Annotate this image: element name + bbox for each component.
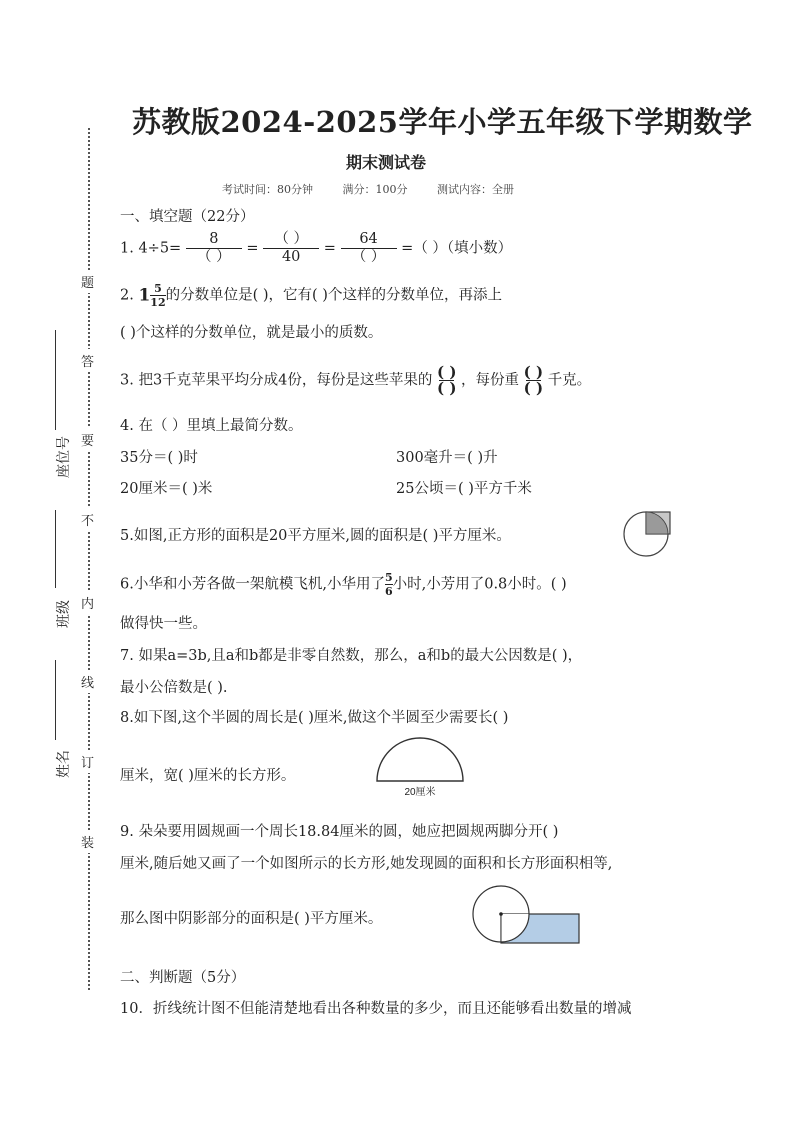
- question-4a: 35分＝( )时: [120, 450, 198, 466]
- question-4d: 25公顷＝( )平方千米: [396, 481, 532, 497]
- question-4: 4. 在（ ）里填上最简分数。: [120, 418, 303, 434]
- mixed-fraction: $\frac{5}{12}$: [150, 282, 166, 309]
- question-9: 9. 朵朵要用圆规画一个周长18.84厘米的圆，她应把圆规两脚分开( ): [120, 824, 559, 840]
- fraction: $\frac{64}{( )}$: [341, 232, 397, 265]
- question-2-cont: ( )个这样的分数单位，就是最小的质数。: [120, 325, 383, 341]
- blank-fraction[interactable]: $\frac{( )}{( )}$: [523, 363, 544, 397]
- page-subtitle: 期末测试卷: [346, 153, 427, 172]
- question-8-cont: 厘米，宽( )厘米的长方形。: [120, 768, 296, 784]
- blank-fraction[interactable]: $\frac{( )}{( )}$: [437, 363, 457, 397]
- fraction: $\frac{5}{6}$: [384, 571, 393, 598]
- circle-square-figure: [622, 508, 674, 558]
- question-7-cont: 最小公倍数是( ).: [120, 680, 228, 696]
- seat-number-field[interactable]: 座位号: [55, 330, 71, 480]
- circle-rectangle-figure: [470, 884, 584, 946]
- question-4b: 300毫升＝( )升: [396, 450, 498, 466]
- fraction: $\frac{8}{( )}$: [186, 232, 242, 265]
- margin-char: 要: [81, 428, 94, 451]
- exam-meta: [222, 181, 540, 197]
- full-score: 满分：100分: [342, 183, 408, 196]
- margin-char: 内: [81, 591, 94, 614]
- semicircle-shape: [377, 738, 463, 781]
- question-1: 1. 4÷5= $\frac{8}{( )}$ = $\frac{( )}{40}$ = $\frac{64}{( )}$ =（ ）（填小数）: [120, 231, 513, 266]
- question-9-cont2: 那么图中阴影部分的面积是( )平方厘米。: [120, 911, 383, 927]
- margin-char: 题: [81, 270, 94, 293]
- semicircle-label: 20厘米: [404, 787, 436, 798]
- question-8: 8.如下图,这个半圆的周长是( )厘米,做这个半圆至少需要长( ): [120, 710, 509, 726]
- margin-char: 装: [81, 830, 94, 853]
- margin-char: 答: [81, 349, 94, 372]
- question-6-cont: 做得快一些。: [120, 616, 207, 632]
- center-point: [499, 912, 503, 916]
- name-field[interactable]: 姓名: [55, 660, 71, 780]
- binding-dotted-line: [88, 128, 90, 990]
- section-heading: 一、填空题（22分）: [120, 209, 255, 225]
- question-4c: 20厘米＝( )米: [120, 481, 213, 497]
- question-10: 10．折线统计图不但能清楚地看出各种数量的多少，而且还能够看出数量的增减: [120, 1001, 632, 1017]
- question-6: 6.小华和小芳各做一架航模飞机,小华用了$\frac{5}{6}$小时,小芳用了0.8小时。( ): [120, 571, 567, 598]
- question-9-cont: 厘米,随后她又画了一个如图所示的长方形,她发现圆的面积和长方形面积相等,: [120, 856, 613, 872]
- section-heading: 二、判断题（5分）: [120, 970, 246, 986]
- margin-char: 不: [81, 508, 94, 531]
- question-5: 5.如图,正方形的面积是20平方厘米,圆的面积是( )平方厘米。: [120, 528, 511, 544]
- margin-char: 线: [81, 670, 94, 693]
- page-title: 苏教版2024-2025学年小学五年级下学期数学: [132, 105, 753, 139]
- fraction: $\frac{( )}{40}$: [263, 232, 319, 265]
- margin-char: 订: [81, 750, 94, 773]
- semicircle-figure: [373, 736, 467, 798]
- question-3: 3. 把3千克苹果平均分成4份，每份是这些苹果的 $\frac{( )}{( )}$ ，每份重 $\frac{( )}{( )}$ 千克。: [120, 363, 592, 397]
- content-scope: 测试内容：全册: [437, 183, 514, 196]
- exam-time: 考试时间：80分钟: [222, 183, 313, 196]
- question-7: 7. 如果a=3b,且a和b都是非零自然数，那么，a和b的最大公因数是( )，: [120, 648, 583, 664]
- class-field[interactable]: 班级: [55, 510, 71, 630]
- question-2: 2. $1\frac{5}{12}$的分数单位是( )，它有( )个这样的分数单位，再添上: [120, 282, 502, 309]
